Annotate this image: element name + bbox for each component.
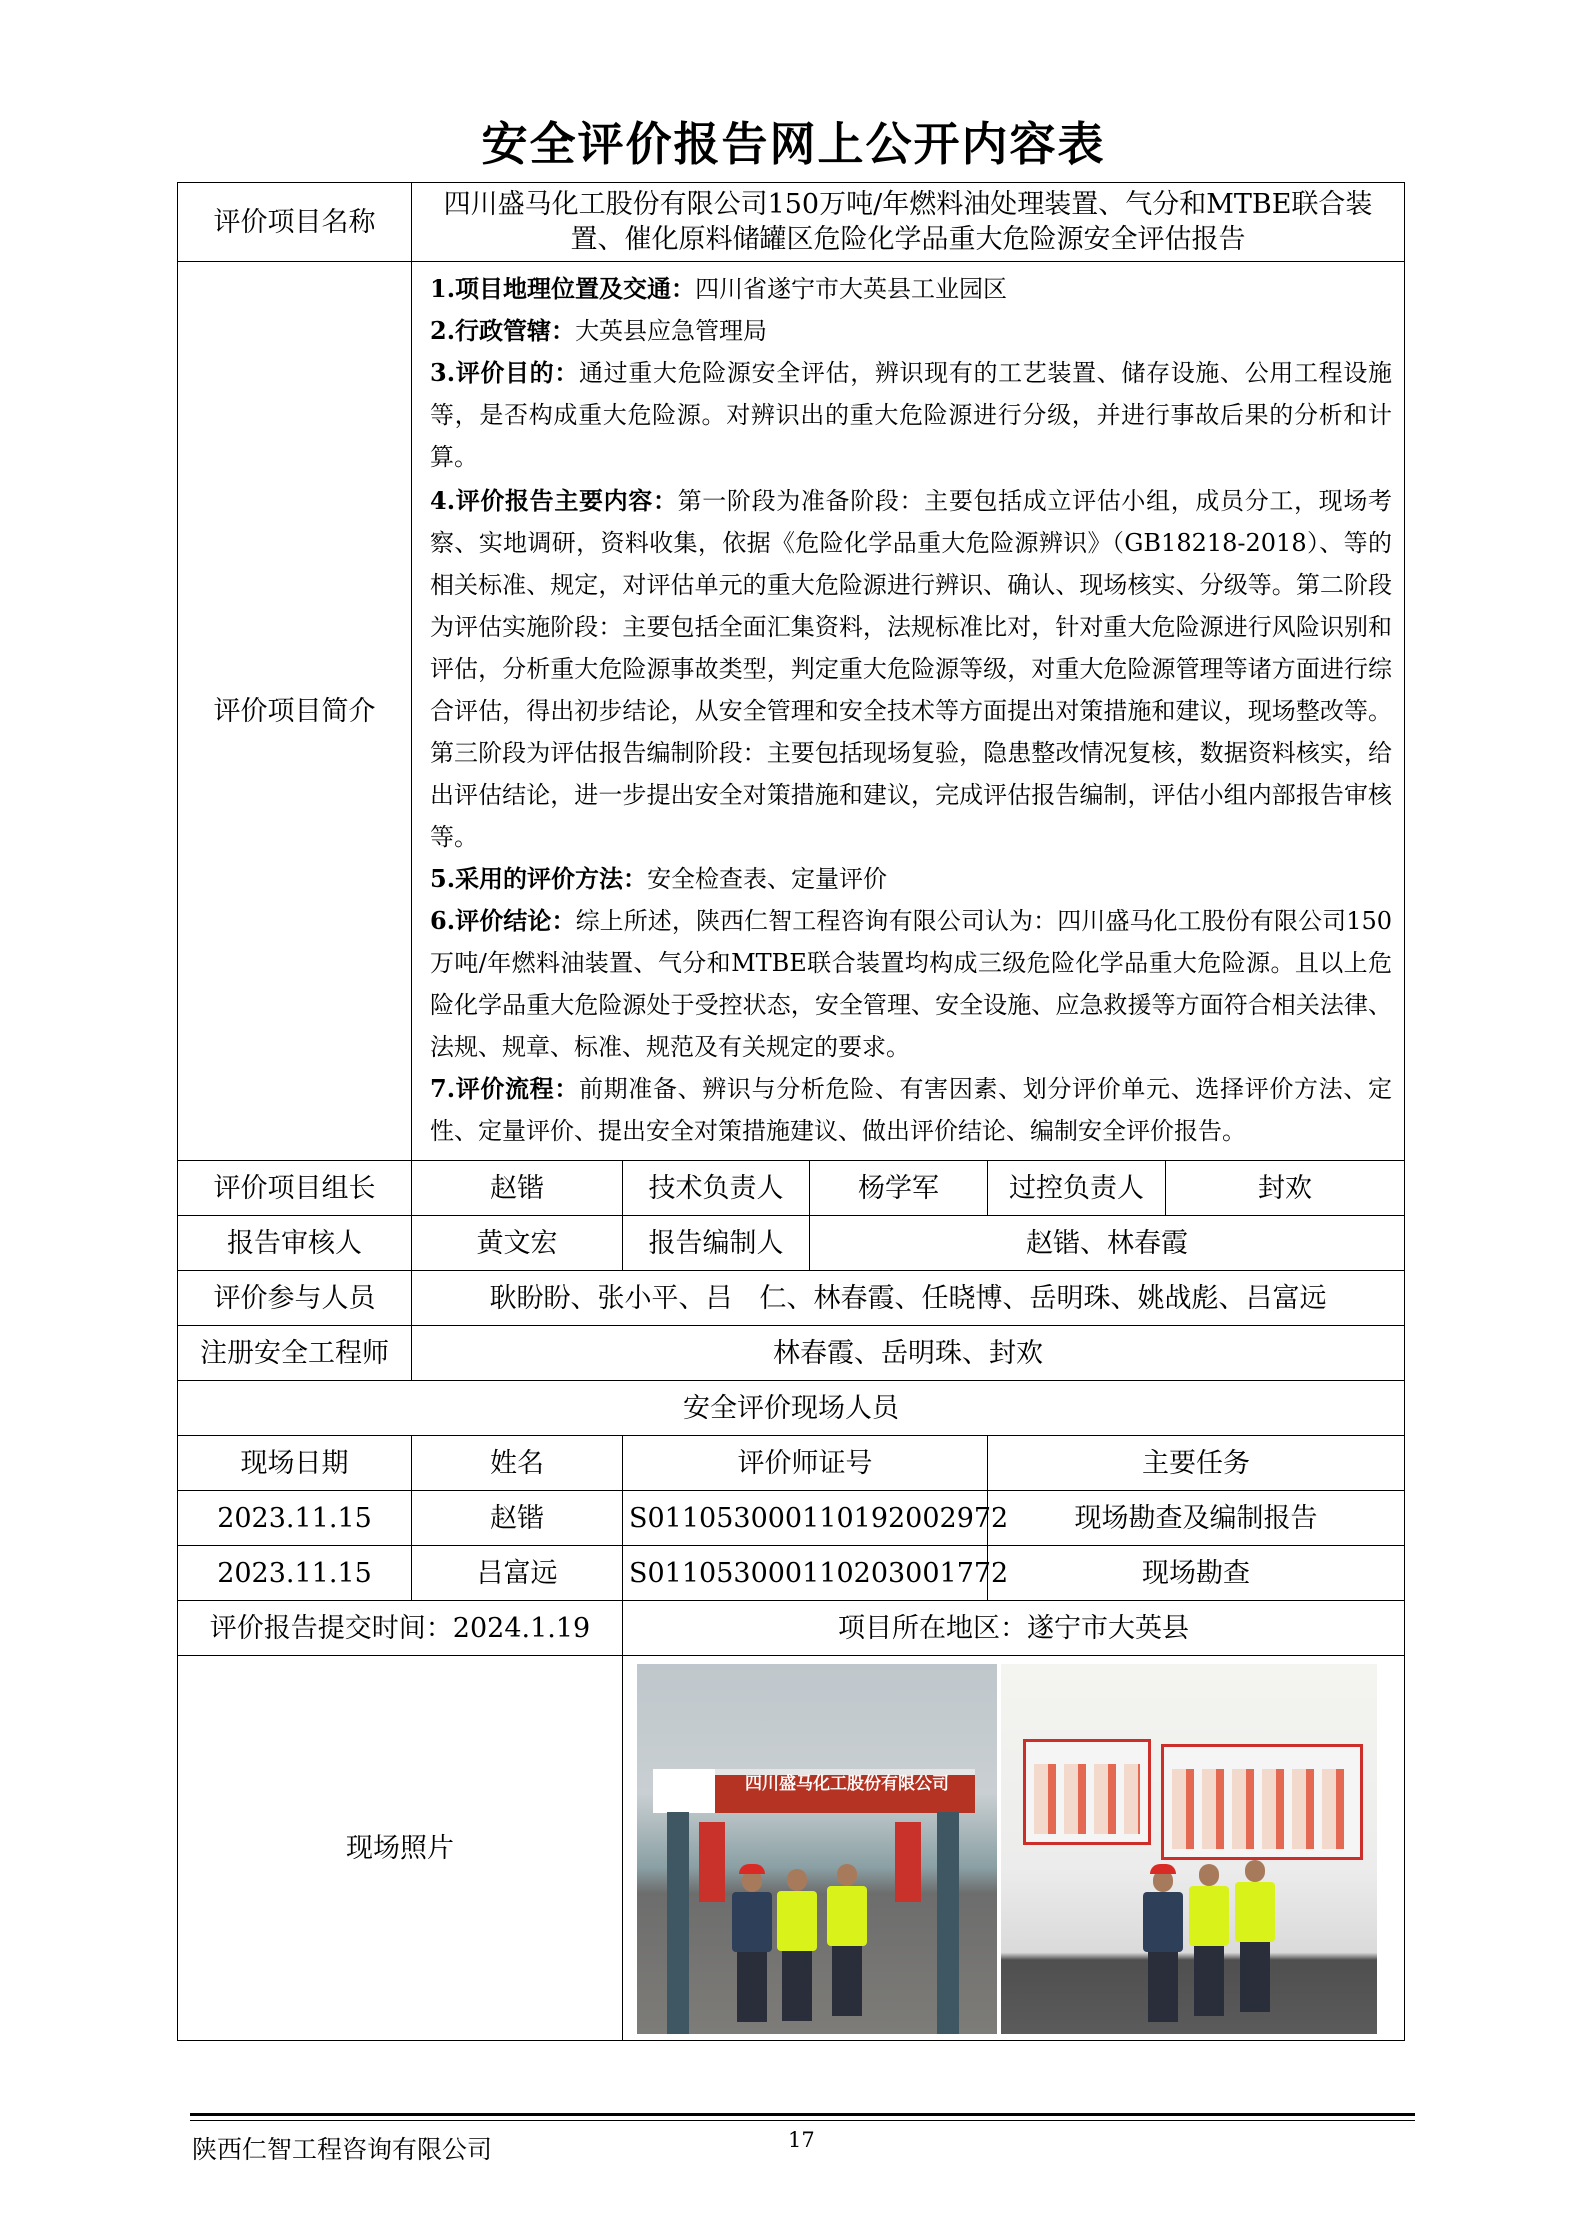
person [1189, 1864, 1229, 2016]
onsite-name: 吕富远 [412, 1546, 623, 1601]
intro-item-purpose: 3.评价目的：通过重大危险源安全评估，辨识现有的工艺装置、储存设施、公用工程设施等，是否构成重大危险源。对辨识出的重大危险源进行分级，并进行事故后果的分析和计算。 [430, 358, 1392, 472]
footer-rule-thin [190, 2120, 1415, 2121]
project-region: 项目所在地区：遂宁市大英县 [623, 1601, 1405, 1656]
onsite-cert: S011053000110192002972 [623, 1491, 988, 1546]
intro-label: 评价项目简介 [178, 262, 412, 1161]
onsite-cert: S011053000110203001772 [623, 1546, 988, 1601]
report-table [177, 182, 1405, 2041]
reviewer-label: 报告审核人 [178, 1216, 412, 1271]
onsite-header-name: 姓名 [412, 1436, 623, 1491]
onsite-section-title: 安全评价现场人员 [178, 1381, 1405, 1436]
site-map-board [1161, 1744, 1363, 1860]
site-photo-board [1001, 1664, 1377, 2034]
intro-item-conclusion: 6.评价结论：综上所述，陕西仁智工程咨询有限公司认为：四川盛马化工股份有限公司150万吨/年燃料油装置、气分和MTBE联合装置均构成三级危险化学品重大危险源。且以上危险化学品重大危险源处于受控状态，安全管理、安全设施、应急救援等方面符合相关法律、法规、规章、标准、规范及有关规定的要求。 [430, 906, 1393, 1062]
intro-item-process: 7.评价流程：前期准备、辨识与分析危险、有害因素、划分评价单元、选择评价方法、定性、定量评价、提出安全对策措施建议、做出评价结论、编制安全评价报告。 [430, 1074, 1392, 1146]
company-sign-text: 四川盛马化工股份有限公司 [745, 1774, 949, 1795]
person [1143, 1864, 1183, 2022]
onsite-name: 赵锴 [412, 1491, 623, 1546]
photos-label: 现场照片 [178, 1656, 623, 2041]
control-label: 过控负责人 [988, 1161, 1166, 1216]
engineers-value: 林春霞、岳明珠、封欢 [412, 1326, 1405, 1381]
participants-label: 评价参与人员 [178, 1271, 412, 1326]
submit-time: 评价报告提交时间：2024.1.19 [178, 1601, 623, 1656]
site-photo-gate [637, 1664, 997, 2034]
person [1235, 1860, 1275, 2012]
control-value: 封欢 [1166, 1161, 1405, 1216]
person [732, 1864, 772, 2022]
leader-label: 评价项目组长 [178, 1161, 412, 1216]
onsite-date: 2023.11.15 [178, 1546, 412, 1601]
onsite-header-cert: 评价师证号 [623, 1436, 988, 1491]
photos-cell [623, 1656, 1405, 2041]
author-value: 赵锴、林春霞 [810, 1216, 1405, 1271]
author-label: 报告编制人 [623, 1216, 810, 1271]
onsite-task: 现场勘查 [988, 1546, 1405, 1601]
footer-company: 陕西仁智工程咨询有限公司 [192, 2135, 493, 2164]
table-row [178, 1491, 1405, 1546]
engineers-label: 注册安全工程师 [178, 1326, 412, 1381]
onsite-header-task: 主要任务 [988, 1436, 1405, 1491]
project-name-value: 四川盛马化工股份有限公司150万吨/年燃料油处理装置、气分和MTBE联合装置、催化原料储罐区危险化学品重大危险源安全评估报告 [412, 183, 1405, 262]
table-row [178, 1546, 1405, 1601]
person [827, 1864, 867, 2016]
intro-item-content: 4.评价报告主要内容：第一阶段为准备阶段：主要包括成立评估小组，成员分工，现场考察、实地调研，资料收集，依据《危险化学品重大危险源辨识》（GB18218-2018）、等的相关标准、规定，对评估单元的重大危险源进行辨识、确认、现场核实、分级等。第二阶段为评估实施阶段：主要包括全面汇集资料，法规标准比对，针对重大危险源进行风险识别和评估，分析重大危险源事故类型，判定重大危险源等级，对重大危险源管理等诸方面进行综合评估，得出初步结论，从安全管理和安全技术等方面提出对策措施和建议，现场整改等。第三阶段为评估报告编制阶段：主要包括现场复验，隐患整改情况复核，数据资料核实，给出评估结论，进一步提出安全对策措施和建议，完成评估报告编制，评估小组内部报告审核等。 [430, 486, 1392, 852]
page-title: 安全评价报告网上公开内容表 [481, 117, 1106, 171]
intro-item-method: 5.采用的评价方法：安全检查表、定量评价 [430, 864, 888, 894]
person [777, 1869, 817, 2021]
reviewer-value: 黄文宏 [412, 1216, 623, 1271]
onsite-header-date: 现场日期 [178, 1436, 412, 1491]
footer-rule [190, 2113, 1415, 2116]
onsite-task: 现场勘查及编制报告 [988, 1491, 1405, 1546]
tech-label: 技术负责人 [623, 1161, 810, 1216]
page-number: 17 [788, 2128, 815, 2152]
intro-item-location: 1.项目地理位置及交通：四川省遂宁市大英县工业园区 [430, 274, 1008, 304]
info-board [1023, 1739, 1151, 1845]
tech-value: 杨学军 [810, 1161, 988, 1216]
leader-value: 赵锴 [412, 1161, 623, 1216]
intro-item-jurisdiction: 2.行政管辖：大英县应急管理局 [430, 316, 768, 346]
intro-content [412, 262, 1405, 1161]
participants-value: 耿盼盼、张小平、吕 仁、林春霞、任晓博、岳明珠、姚战彪、吕富远 [412, 1271, 1405, 1326]
project-name-label: 评价项目名称 [178, 183, 412, 262]
onsite-date: 2023.11.15 [178, 1491, 412, 1546]
